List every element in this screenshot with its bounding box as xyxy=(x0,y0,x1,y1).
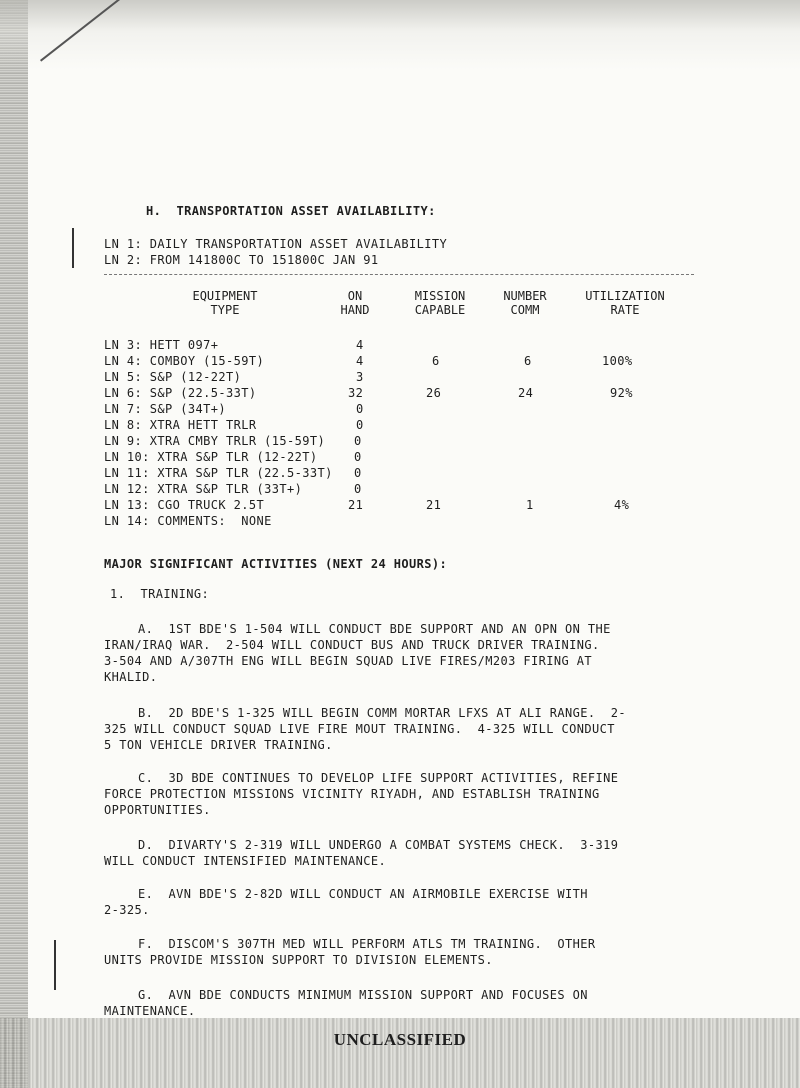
table-row: LN 9: XTRA CMBY TRLR (15-59T) 0 xyxy=(104,434,362,448)
margin-mark xyxy=(54,940,56,990)
table-rule xyxy=(104,274,694,275)
para-d-line: D. DIVARTY'S 2-319 WILL UNDERGO A COMBAT SYSTEMS CHECK. 3-319 xyxy=(138,838,619,852)
table-row: LN 5: S&P (12-22T) 3 xyxy=(104,370,364,384)
scan-noise-left xyxy=(0,0,28,1088)
ln2-text: LN 2: FROM 141800C TO 151800C JAN 91 xyxy=(104,253,379,267)
header-number-comm: NUMBER COMM xyxy=(503,289,547,317)
para-c-line: C. 3D BDE CONTINUES TO DEVELOP LIFE SUPPORT ACTIVITIES, REFINE xyxy=(138,771,619,785)
table-row: LN 12: XTRA S&P TLR (33T+) 0 xyxy=(104,482,362,496)
para-c-line: FORCE PROTECTION MISSIONS VICINITY RIYADH, AND ESTABLISH TRAINING xyxy=(104,787,600,801)
table-row: LN 4: COMBOY (15-59T) 4 6 6 100% xyxy=(104,354,633,368)
table-row: LN 11: XTRA S&P TLR (22.5-33T) 0 xyxy=(104,466,362,480)
ln1-text: LN 1: DAILY TRANSPORTATION ASSET AVAILABILITY xyxy=(104,237,448,251)
major-activities-heading: MAJOR SIGNIFICANT ACTIVITIES (NEXT 24 HOURS): xyxy=(104,557,448,571)
table-row: LN 3: HETT 097+ 4 xyxy=(104,338,364,352)
training-heading: 1. TRAINING: xyxy=(110,587,210,601)
section-heading: H. TRANSPORTATION ASSET AVAILABILITY: xyxy=(146,204,436,218)
para-a-line: A. 1ST BDE'S 1-504 WILL CONDUCT BDE SUPPORT AND AN OPN ON THE xyxy=(138,622,611,636)
header-on-hand: ON HAND xyxy=(340,289,370,317)
table-row: LN 7: S&P (34T+) 0 xyxy=(104,402,364,416)
margin-mark xyxy=(72,228,74,268)
table-row: LN 13: CGO TRUCK 2.5T 21 21 1 4% xyxy=(104,498,630,512)
header-mission-capable: MISSION CAPABLE xyxy=(414,289,466,317)
para-e-line: E. AVN BDE'S 2-82D WILL CONDUCT AN AIRMOBILE EXERCISE WITH xyxy=(138,887,588,901)
para-b-line: B. 2D BDE'S 1-325 WILL BEGIN COMM MORTAR LFXS AT ALI RANGE. 2- xyxy=(138,706,626,720)
para-e-line: 2-325. xyxy=(104,903,150,917)
para-g-line: MAINTENANCE. xyxy=(104,1004,196,1018)
header-equipment: EQUIPMENT TYPE xyxy=(192,289,258,317)
para-f-line: F. DISCOM'S 307TH MED WILL PERFORM ATLS TM TRAINING. OTHER xyxy=(138,937,596,951)
para-g-line: G. AVN BDE CONDUCTS MINIMUM MISSION SUPPORT AND FOCUSES ON xyxy=(138,988,588,1002)
para-b-line: 325 WILL CONDUCT SQUAD LIVE FIRE MOUT TRAINING. 4-325 WILL CONDUCT xyxy=(104,722,615,736)
para-a-line: KHALID. xyxy=(104,670,158,684)
para-a-line: IRAN/IRAQ WAR. 2-504 WILL CONDUCT BUS AND TRUCK DRIVER TRAINING. xyxy=(104,638,600,652)
para-d-line: WILL CONDUCT INTENSIFIED MAINTENANCE. xyxy=(104,854,387,868)
classification-footer: UNCLASSIFIED xyxy=(333,1030,467,1049)
para-b-line: 5 TON VEHICLE DRIVER TRAINING. xyxy=(104,738,333,752)
table-row: LN 10: XTRA S&P TLR (12-22T) 0 xyxy=(104,450,362,464)
para-f-line: UNITS PROVIDE MISSION SUPPORT TO DIVISION ELEMENTS. xyxy=(104,953,493,967)
header-utilization-rate: UTILIZATION RATE xyxy=(585,289,665,317)
scan-noise-top xyxy=(0,0,800,70)
scan-noise-bottom xyxy=(0,1018,800,1088)
para-c-line: OPPORTUNITIES. xyxy=(104,803,211,817)
para-a-line: 3-504 AND A/307TH ENG WILL BEGIN SQUAD LIVE FIRES/M203 FIRING AT xyxy=(104,654,592,668)
table-row: LN 8: XTRA HETT TRLR 0 xyxy=(104,418,364,432)
table-row: LN 14: COMMENTS: NONE xyxy=(104,514,272,528)
table-row: LN 6: S&P (22.5-33T) 32 26 24 92% xyxy=(104,386,633,400)
